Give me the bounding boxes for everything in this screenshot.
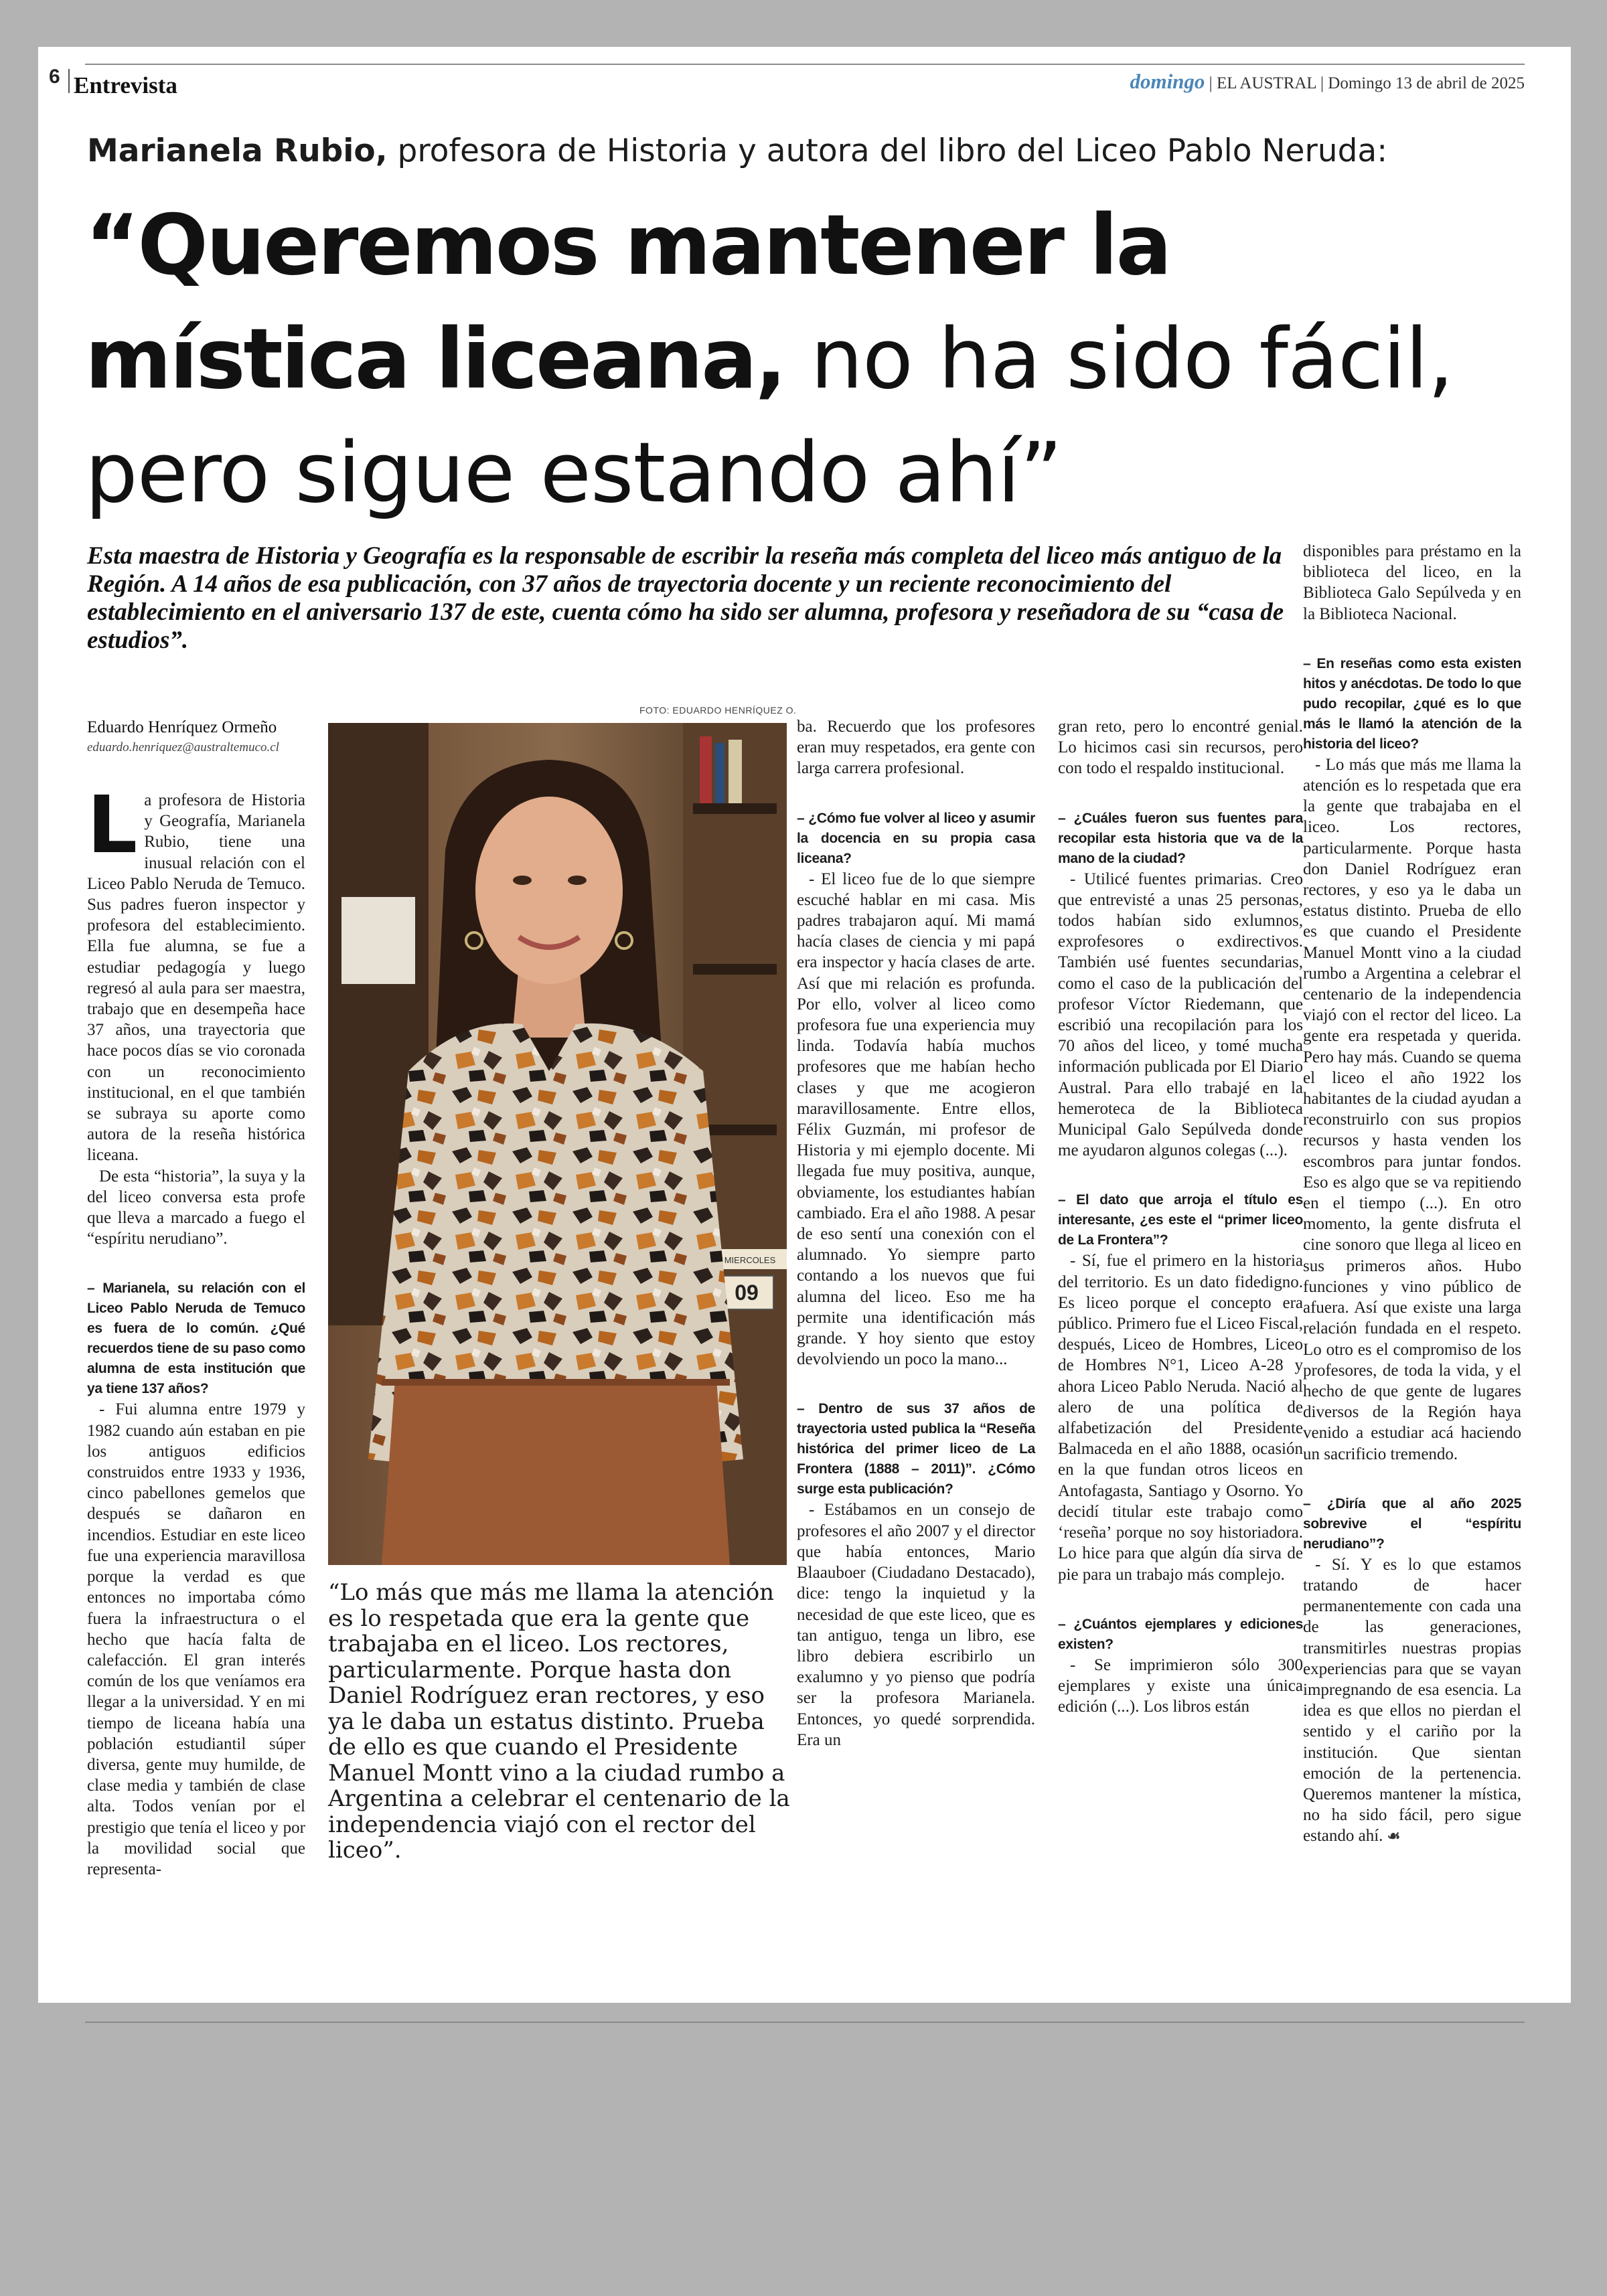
pull-quote: “Lo más que más me llama la atención es lo respetada que era la gente que trabajaba en el liceo. Los rectores, particularmente. Porque hasta don Daniel Rodríguez eran rectores, y eso ya le daba un estatus distinto. Prueba de ello es que cuando el Presidente Manuel Montt vino a la ciudad rumbo a Argentina a celebrar el centenario de la independencia viajó con el rector del liceo”. [328, 1579, 790, 1864]
answer: - Lo más que más me llama la atención es lo respetada que era la gente que trabajaba en el liceo. Los rectores, particularmente. Porque hasta don Daniel Rodríguez eran rectores, y eso ya le daba un estatus distinto. Prueba de ello es que cuando el Presidente Manuel Montt vino a la ciudad rumbo a Argentina a celebrar el centenario de la independencia viajó con el rector del liceo. La gente era respetada y querida. Pero hay más. Cuando se quema el liceo el año 1922 los habitantes de la ciudad ayudan a reconstruirlo con sus propios recursos y hasta venden los escombros para juntar fondos. Eso es algo que se va repitiendo en el tiempo (...). En otro momento, la gente disfruta el cine sonoro que llega al liceo en sus primeros años. Hubo funciones y vino público de afuera. Así que existe una larga relación fundada en el respeto. Lo otro es el compromiso de los profesores, de toda la vida, y el hecho de que gente de lugares diversos de la Región haya venido a estudiar acá haciendo un sacrificio tremendo. [1303, 755, 1521, 1463]
header-rule [85, 64, 1525, 65]
photo-credit: FOTO: EDUARDO HENRÍQUEZ O. [639, 705, 797, 716]
question: – ¿Diría que al año 2025 sobrevive el “espíritu nerudiano”? [1303, 1495, 1521, 1552]
question: – ¿Cuáles fueron sus fuentes para recopilar esta historia que va de la mano de la ciudad? [1058, 810, 1303, 866]
headline [85, 189, 1525, 530]
headline-line-1: “Queremos mantener la [85, 197, 1170, 294]
column-1 [87, 778, 305, 1880]
day-sign: MIERCOLES [724, 1255, 776, 1265]
headline-line-2 [85, 303, 1525, 416]
page-number: 6 [49, 66, 60, 88]
publication-date: Domingo 13 de abril de 2025 [1328, 74, 1525, 92]
portrait-photo [328, 723, 787, 1565]
number-sign: 09 [735, 1281, 759, 1305]
end-mark-icon: ☙ [1387, 1827, 1401, 1845]
kicker [87, 133, 1387, 169]
kicker-name: Marianela Rubio, [87, 133, 388, 169]
column-5 [1303, 541, 1521, 1847]
intro-paragraph [87, 778, 305, 1166]
kicker-description: profesora de Historia y autora del libro del Liceo Pablo Neruda: [387, 133, 1388, 169]
paragraph: De esta “historia”, la suya y la del liceo conversa esta profe que lleva a marcado a fuego el “espíritu nerudiano”. [87, 1167, 305, 1248]
question: – ¿Cuántos ejemplares y ediciones existen? [1058, 1616, 1303, 1652]
paragraph: disponibles para préstamo en la biblioteca del liceo, en la Biblioteca Galo Sepúlveda y en la Biblioteca Nacional. [1303, 542, 1521, 623]
final-answer-text: - Sí. Y es lo que estamos tratando de hacer permanentemente con cada una de las generaciones, transmitirles nuestras propias experiencias para que se vayan impregnando de esa esencia. La idea es que ellos no pierdan el sentido y el cariño por la institución. Que sientan emoción de la pertenencia. Queremos mantener la mística, no ha sido fácil, pero sigue estando ahí. [1303, 1555, 1521, 1846]
question: – Marianela, su relación con el Liceo Pablo Neruda de Temuco es fuera de lo común. ¿Qué recuerdos tiene de su paso como alumna de esta institución que ya tiene 137 años? [87, 1281, 305, 1397]
footer-rule [85, 2022, 1525, 2023]
drop-cap: L [87, 778, 138, 871]
byline-email: eduardo.henriquez@australtemuco.cl [87, 740, 279, 754]
byline-author: Eduardo Henríquez Ormeño [87, 718, 277, 736]
answer: - Sí, fue el primero en la historia del territorio. Es un dato fidedigno. Es liceo porque el concepto era público. Primero fue el Liceo Fiscal, después, Liceo de Hombres, Liceo de Hombres N°1, Liceo A-28 y ahora Liceo Pablo Neruda. Nació al alero de una política de alfabetización del Presidente Balmaceda en el año 1888, ocasión en la que fundan otros liceos en Antofagasta, Santiago y Osorno. Yo decidí titular este trabajo como ‘reseña’ porque no soy historiadora. Lo hice para que algún día sirva de pie para un trabajo más complejo. [1058, 1252, 1303, 1584]
header-divider [68, 69, 70, 93]
answer: - Utilicé fuentes primarias. Creo que entrevisté a unas 25 personas, todos habían sido exlumnos, exprofesores o exdirectivos. También usé fuentes secundarias, como el caso de la publicación del profesor Víctor Riedemann, que escribió una recopilación para los 70 años del liceo, y tomé mucha información publicada por El Diario Austral. Para ello trabajé en la hemeroteca de la Biblioteca Municipal Galo Sepúlveda donde me ayudaron algunos colegas (...). [1058, 870, 1303, 1160]
answer [1303, 1554, 1521, 1847]
paragraph: ba. Recuerdo que los profesores eran muy respetados, era gente con larga carrera profesional. [797, 718, 1035, 778]
publication-name: EL AUSTRAL [1216, 74, 1316, 92]
answer: - Se imprimieron sólo 300 ejemplares y existe una única edición (...). Los libros están [1058, 1655, 1303, 1716]
answer: - Fui alumna entre 1979 y 1982 cuando aún estaban en pie los antiguos edificios construidos entre 1933 y 1936, cinco pabellones gemelos que después se dañaron en incendios. Estudiar en este liceo fue una experiencia maravillosa porque la verdad es que entonces no importaba cómo fuera la infraestructura o el hecho que hacía falta de calefacción. El gran interés común de los que veníamos era llegar a la universidad. Y en mi tiempo de liceana había una población estudiantil súper diversa, gente muy humilde, de clase media y también de clase alta. Todos venían por el prestigio que tenía el liceo y por la movilidad social que representa- [87, 1400, 305, 1878]
section-title: Entrevista [74, 72, 177, 98]
question: – Dentro de sus 37 años de trayectoria usted publica la “Reseña histórica del primer liceo de La Frontera (1888 – 2011)”. ¿Cómo surge esta publicación? [797, 1401, 1035, 1497]
column-3 [797, 716, 1035, 1750]
headline-bold: mística liceana, [85, 311, 785, 408]
masthead: domingo | EL AUSTRAL | Domingo 13 de abril de 2025 [1130, 70, 1525, 93]
question: – El dato que arroja el título es interesante, ¿es este el “primer liceo de La Frontera”? [1058, 1192, 1303, 1248]
question: – ¿Cómo fue volver al liceo y asumir la docencia en su propia casa liceana? [797, 810, 1035, 866]
headline-light: no ha sido fácil, [785, 311, 1454, 408]
column-4 [1058, 716, 1303, 1717]
question: – En reseñas como esta existen hitos y anécdotas. De todo lo que pudo recopilar, ¿qué es lo que más le llamó la atención de la historia del liceo? [1303, 655, 1521, 752]
headline-line-3: pero sigue estando ahí” [85, 425, 1062, 521]
answer: - El liceo fue de lo que siempre escuché hablar en mi casa. Mis padres trabajaron aquí. Mi mamá hacía clases de ciencia y mi papá era inspector y hacía clases de arte. Así que mi relación es profunda. Por ello, volver al liceo como profesora fue una experiencia muy linda. Todavía había muchos profesores que me habían hecho clases y que me acogieron maravillosamente. Entre ellos, Félix Guzmán, mi profesor de Historia y mi ejemplo docente. Mi llegada fue muy positiva, aunque, obviamente, los estudiantes habían cambiado. Era el año 1988. A pesar de eso sentí una conexión con el alumnado. Yo siempre parto contando a los nuevos que fui alumna del liceo. Eso me ha permite una identificación más grande. Y hoy siento que estoy devolviendo un poco la mano... [797, 870, 1035, 1369]
brand-domingo: domingo [1130, 70, 1205, 93]
intro-text: a profesora de Historia y Geografía, Marianela Rubio, tiene una inusual relación con el Liceo Pablo Neruda de Temuco. Sus padres fueron inspector y profesora del establecimiento. Ella fue alumna, se fue a estudiar pedagogía y luego regresó al aula para ser maestra, trabajo que en desempeña hace 37 años, una trayectoria que hace pocos días se vio coronada con un reconocimiento institucional, en el que también se subraya su aporte como autora de la reseña histórica liceana. [87, 791, 305, 1165]
answer: - Estábamos en un consejo de profesores el año 2007 y el director que había entonces, Mario Blaauboer (Ciudadano Destacado), dice: tengo la inquietud y la necesidad de que este liceo, que es tan antiguo, tenga un libro, ese libro debiera escribirlo un exalumno y yo pienso que podría ser la profesora Marianela. Entonces, yo quedé sorprendida. Era un [797, 1501, 1035, 1749]
paragraph: gran reto, pero lo encontré genial. Lo hicimos casi sin recursos, pero con todo el respaldo institucional. [1058, 718, 1303, 778]
lead-paragraph: Esta maestra de Historia y Geografía es la responsable de escribir la reseña más completa del liceo más antiguo de la Región. A 14 años de esa publicación, con 37 años de trayectoria docente y un reciente reconocimiento del establecimiento en el aniversario 137 de este, cuenta cómo ha sido ser alumna, profesora y reseñadora de su “casa de estudios”. [87, 542, 1284, 654]
